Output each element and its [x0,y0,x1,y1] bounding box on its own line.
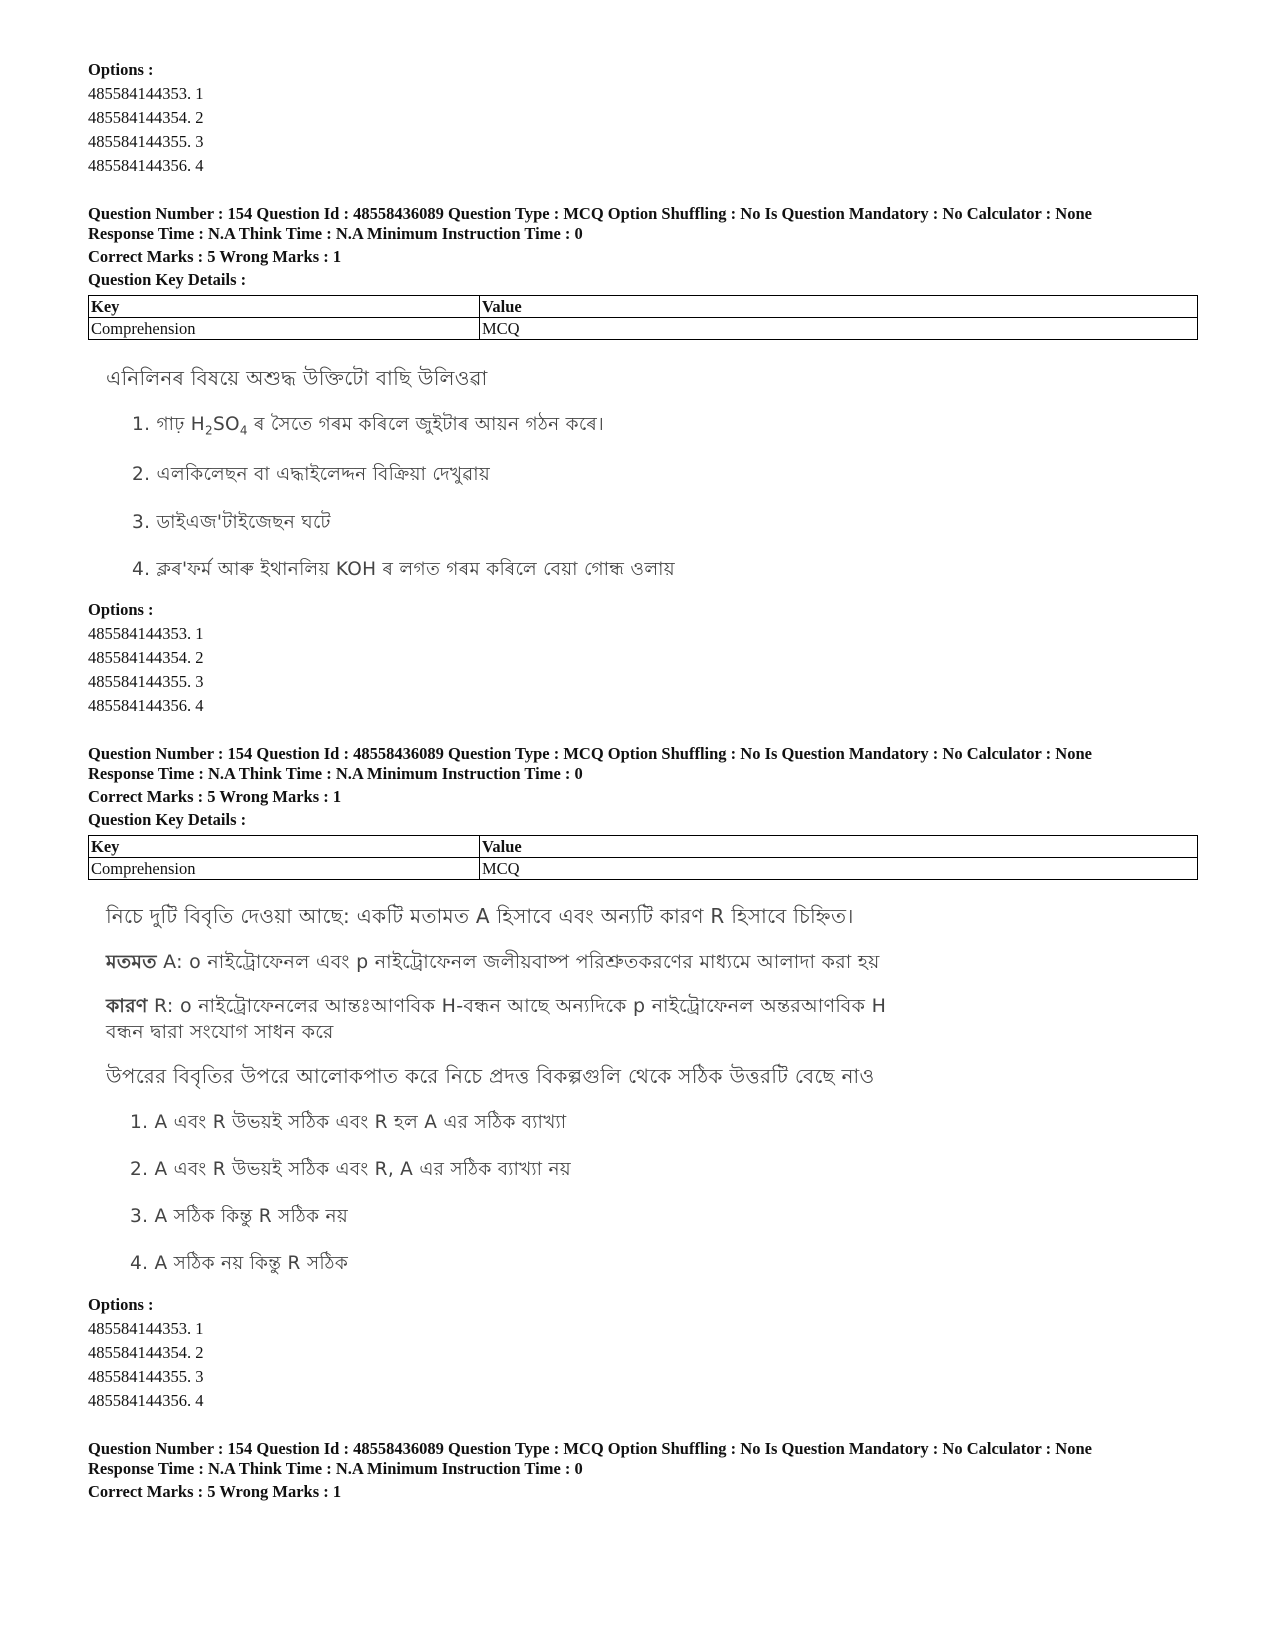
option-id: 485584144354. 2 [88,648,204,667]
question-a-option-2 [132,460,490,491]
option-number: 3. [132,512,151,533]
option-number: 4. [130,1253,149,1274]
question-meta-3 [88,1439,1198,1502]
question-b-intro: নিচে দুটি বিবৃতি দেওয়া আছে: একটি মতামত A হিসাবে এবং অন্যটি কারণ R হিসাবে চিহ্নিত। [106,904,854,928]
option-number: 3. [130,1206,149,1227]
table-row [89,858,1198,880]
question-b-option-2 [130,1155,571,1186]
table-cell-key: Comprehension [89,858,480,880]
question-b-instruction: উপরের বিবৃতির উপরে আলোকপাত করে নিচে প্রদত্ত বিকল্পগুলি থেকে সঠিক উত্তরটি বেছে নাও [106,1064,875,1088]
option-number: 2. [130,1159,149,1180]
option-text: A এবং R উভয়ই সঠিক এবং R হল A এর সঠিক ব্যাখ্যা [154,1112,567,1133]
option-number: 4. [132,559,151,580]
option-text-pre: গাঢ় H [156,414,206,435]
option-text: এলকিলেছন বা এদ্ধাইলেদ্দন বিক্রিয়া দেখুৱায় [156,464,491,485]
table-header-value: Value [480,836,1198,858]
marks-line: Correct Marks : 5 Wrong Marks : 1 [88,1482,342,1501]
options-block-2 [88,598,1198,718]
option-id: 485584144353. 1 [88,624,204,643]
table-header-row [89,836,1198,858]
question-b-option-1 [130,1108,566,1139]
table-cell-value: MCQ [480,318,1198,340]
question-a-option-3 [132,508,331,539]
question-meta-line1: Question Number : 154 Question Id : 48558436089 Question Type : MCQ Option Shuffling : No Is Question Mandatory : No Calculator : None [88,744,1092,763]
table-header-row [89,296,1198,318]
question-a-stem: এনিলিনৰ বিষয়ে অশুদ্ধ উক্তিটো বাছি উলিওৱা [106,366,488,390]
options-block-1 [88,58,1198,178]
question-b-option-3 [130,1202,348,1233]
table-cell-key: Comprehension [89,318,480,340]
key-details-table [88,295,1198,340]
option-text: A সঠিক কিন্তু R সঠিক নয় [154,1206,349,1227]
key-details-label: Question Key Details : [88,810,247,829]
question-b-option-4 [130,1249,348,1280]
question-meta-1 [88,204,1198,340]
option-id: 485584144356. 4 [88,156,204,175]
options-label: Options : [88,60,154,79]
option-text: ডাইএজ'টাইজেছন ঘটে [156,512,331,533]
question-meta-line1: Question Number : 154 Question Id : 48558436089 Question Type : MCQ Option Shuffling : No Is Question Mandatory : No Calculator : None [88,1439,1092,1458]
subscript: 2 [205,423,213,438]
table-header-key: Key [89,296,480,318]
reason-label: কারণ [106,995,148,1017]
option-id: 485584144354. 2 [88,108,204,127]
marks-line: Correct Marks : 5 Wrong Marks : 1 [88,247,342,266]
question-meta-2 [88,744,1198,880]
table-header-value: Value [480,296,1198,318]
option-text-post: ৰ সৈতে গৰম কৰিলে জুইটাৰ আয়ন গঠন কৰে। [247,414,604,435]
option-id: 485584144355. 3 [88,672,204,691]
options-block-3 [88,1293,1198,1413]
question-meta-line2: Response Time : N.A Think Time : N.A Minimum Instruction Time : 0 [88,1459,583,1478]
option-text: A সঠিক নয় কিন্তু R সঠিক [154,1253,349,1274]
option-id: 485584144355. 3 [88,132,204,151]
question-meta-line1: Question Number : 154 Question Id : 48558436089 Question Type : MCQ Option Shuffling : No Is Question Mandatory : No Calculator : None [88,204,1092,223]
question-a-option-4 [132,555,675,586]
reason-text: R: o নাইট্রোফেনলের আন্তঃআণবিক H-বন্ধন আছে অন্যদিকে p নাইট্রোফেনল অন্তরআণবিক H [147,995,887,1017]
table-row [89,318,1198,340]
option-text-mid: SO [212,414,240,435]
question-meta-line2: Response Time : N.A Think Time : N.A Minimum Instruction Time : 0 [88,764,583,783]
question-meta-line2: Response Time : N.A Think Time : N.A Minimum Instruction Time : 0 [88,224,583,243]
option-number: 1. [132,414,151,435]
question-a-option-1 [132,410,604,441]
options-label: Options : [88,600,154,619]
option-id: 485584144353. 1 [88,1319,204,1338]
key-details-label: Question Key Details : [88,270,247,289]
option-number: 1. [130,1112,149,1133]
option-text: ক্লৰ'ফৰ্ম আৰু ইথানলিয় KOH ৰ লগত গৰম কৰিলে বেয়া গোন্ধ ওলায় [156,559,675,580]
question-b-reason-line2: বন্ধন দ্বারা সংযোগ সাধন করে [106,1021,334,1043]
option-id: 485584144356. 4 [88,696,204,715]
subscript: 4 [239,423,248,438]
option-id: 485584144354. 2 [88,1343,204,1362]
table-cell-value: MCQ [480,858,1198,880]
option-id: 485584144356. 4 [88,1391,204,1410]
table-header-key: Key [89,836,480,858]
options-label: Options : [88,1295,154,1314]
option-id: 485584144353. 1 [88,84,204,103]
option-text: A এবং R উভয়ই সঠিক এবং R, A এর সঠিক ব্যাখ্যা নয় [154,1159,572,1180]
assertion-text: A: o নাইট্রোফেনল এবং p নাইট্রোফেনল জলীয়বাষ্প পরিশ্রুতকরণের মাধ্যমে আলাদা করা হয় [156,951,880,973]
option-number: 2. [132,464,151,485]
option-id: 485584144355. 3 [88,1367,204,1386]
marks-line: Correct Marks : 5 Wrong Marks : 1 [88,787,342,806]
assertion-label: মতমত [106,951,157,973]
key-details-table [88,835,1198,880]
question-b-assertion [106,948,880,980]
